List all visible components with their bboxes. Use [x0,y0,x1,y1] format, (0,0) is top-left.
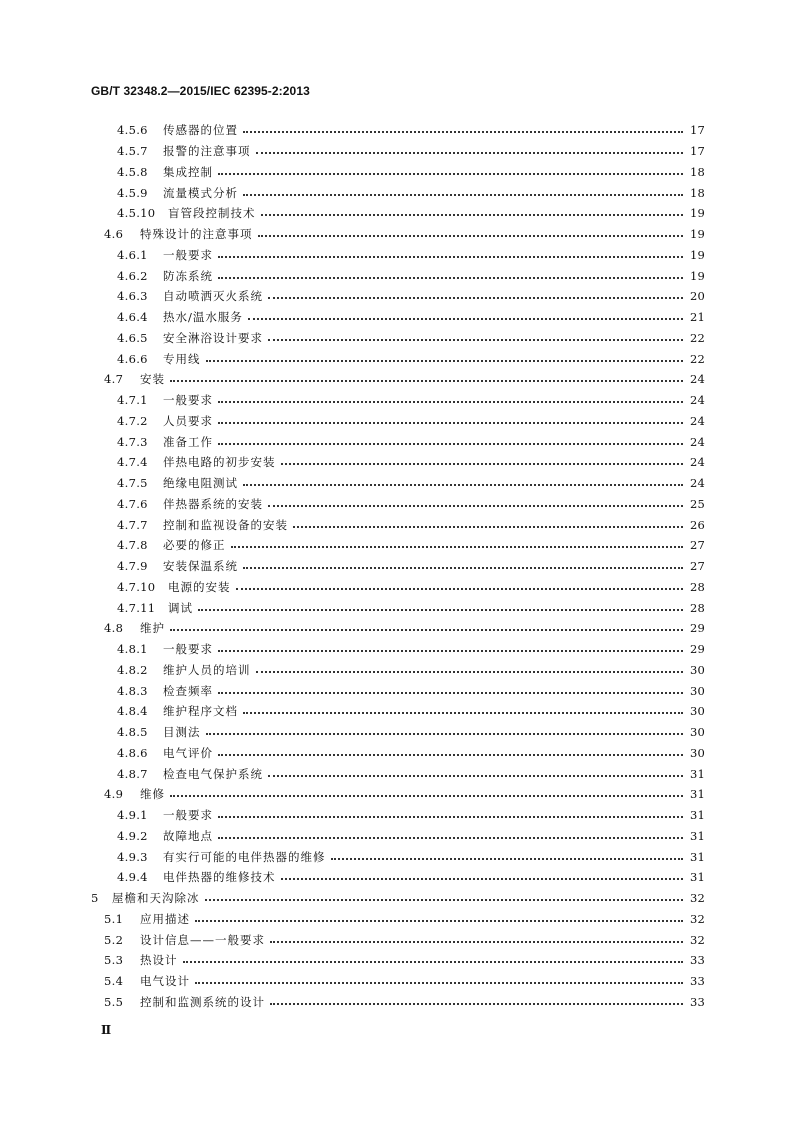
toc-entry-number: 4.9 [104,787,124,802]
toc-entry-title: 报警的注意事项 [163,144,251,159]
toc-entry-title: 一般要求 [163,808,213,823]
toc-entry-title: 维护 [140,621,165,636]
toc-entry[interactable] [91,390,705,411]
dot-leader [205,899,684,901]
toc-entry-number: 4.7.10 [117,579,156,594]
toc-entry[interactable] [91,784,705,805]
toc-entry-number: 4.8.4 [117,704,148,719]
toc-entry[interactable] [91,929,705,950]
toc-entry[interactable] [91,514,705,535]
dot-leader [218,816,683,818]
dot-leader [231,546,684,548]
toc-entry-number: 4.9.2 [117,828,148,843]
dot-leader [268,505,683,507]
toc-entry-number: 4.7.7 [117,517,148,532]
dot-leader [248,318,683,320]
dot-leader [218,277,683,279]
dot-leader [218,173,683,175]
toc-entry-title: 安装 [140,372,165,387]
toc-entry-number: 4.7 [104,372,124,387]
toc-entry-number: 4.9.4 [117,870,148,885]
toc-entry-title: 人员要求 [163,413,213,428]
toc-entry-page: 32 [689,891,705,906]
dot-leader [170,629,683,631]
toc-entry-page: 18 [689,185,705,200]
toc-entry-number: 5.1 [104,911,124,926]
dot-leader [198,609,683,611]
toc-entry-title: 一般要求 [163,642,213,657]
toc-entry-number: 5.4 [104,974,124,989]
toc-entry[interactable] [91,369,705,390]
toc-entry-number: 4.8.7 [117,766,148,781]
toc-entry-title: 调试 [168,600,193,615]
dot-leader [243,484,683,486]
toc-entry[interactable] [91,265,705,286]
document-header: GB/T 32348.2—2015/IEC 62395-2:2013 [91,84,310,98]
toc-entry-page: 21 [689,310,705,325]
toc-entry-page: 33 [689,953,705,968]
toc-entry-page: 24 [689,434,705,449]
dot-leader [268,339,683,341]
toc-entry-number: 4.7.6 [117,496,148,511]
toc-entry-page: 30 [689,662,705,677]
toc-entry-title: 热水/温水服务 [163,310,243,325]
toc-entry[interactable] [91,494,705,515]
toc-entry-title: 热设计 [140,953,178,968]
toc-entry[interactable] [91,805,705,826]
toc-entry[interactable] [91,348,705,369]
toc-entry[interactable] [91,618,705,639]
toc-entry-page: 26 [689,517,705,532]
dot-leader [218,692,683,694]
dot-leader [268,297,683,299]
toc-entry-page: 28 [689,579,705,594]
toc-entry-number: 4.6.4 [117,310,148,325]
toc-entry-title: 一般要求 [163,247,213,262]
toc-entry-number: 4.6.1 [117,247,148,262]
toc-entry[interactable] [91,224,705,245]
toc-entry-number: 5.2 [104,932,124,947]
dot-leader [270,941,683,943]
toc-entry-page: 33 [689,974,705,989]
toc-entry-title: 电气设计 [140,974,190,989]
dot-leader [236,588,684,590]
toc-entry-page: 32 [689,911,705,926]
toc-entry-title: 电源的安装 [168,579,231,594]
toc-entry-page: 31 [689,849,705,864]
toc-entry-page: 19 [689,227,705,242]
toc-entry-page: 31 [689,828,705,843]
toc-entry-number: 4.8 [104,621,124,636]
toc-entry-page: 30 [689,725,705,740]
toc-entry-page: 17 [689,123,705,138]
toc-entry-page: 24 [689,372,705,387]
toc-entry-number: 4.7.3 [117,434,148,449]
toc-entry-title: 应用描述 [140,911,190,926]
dot-leader [243,567,683,569]
dot-leader [293,526,683,528]
toc-entry-title: 安装保温系统 [163,559,238,574]
toc-entry-title: 有实行可能的电伴热器的维修 [163,849,326,864]
toc-entry-title: 一般要求 [163,393,213,408]
toc-entry-title: 维修 [140,787,165,802]
toc-entry-title: 电气评价 [163,745,213,760]
toc-entry-number: 4.5.7 [117,144,148,159]
dot-leader [206,360,684,362]
dot-leader [218,754,683,756]
toc-entry-title: 防冻系统 [163,268,213,283]
toc-entry-page: 22 [689,351,705,366]
toc-entry-title: 绝缘电阻测试 [163,476,238,491]
toc-entry-number: 5.3 [104,953,124,968]
toc-entry-page: 24 [689,476,705,491]
toc-entry-title: 流量模式分析 [163,185,238,200]
dot-leader [218,837,683,839]
dot-leader [331,858,684,860]
toc-entry[interactable] [91,120,705,141]
toc-entry-number: 4.7.9 [117,559,148,574]
toc-entry-title: 维护人员的培训 [163,662,251,677]
toc-entry[interactable] [91,203,705,224]
toc-entry-number: 4.7.4 [117,455,148,470]
toc-entry-number: 4.5.8 [117,164,148,179]
dot-leader [268,775,683,777]
dot-leader [218,401,683,403]
toc-entry-page: 17 [689,144,705,159]
toc-entry-number: 4.9.1 [117,808,148,823]
toc-entry[interactable] [91,245,705,266]
toc-entry-page: 30 [689,745,705,760]
toc-entry-number: 4.8.6 [117,745,148,760]
dot-leader [243,194,683,196]
dot-leader [243,712,683,714]
dot-leader [258,235,684,237]
toc-entry[interactable] [91,162,705,183]
dot-leader [206,733,684,735]
dot-leader [218,650,683,652]
toc-entry-page: 29 [689,621,705,636]
toc-entry-number: 4.8.3 [117,683,148,698]
toc-entry-number: 4.7.5 [117,476,148,491]
toc-entry-page: 31 [689,808,705,823]
toc-entry-title: 电伴热器的维修技术 [163,870,276,885]
page-number: Ⅱ [101,1023,112,1037]
toc-entry-title: 检查频率 [163,683,213,698]
toc-entry-page: 19 [689,206,705,221]
toc-entry-title: 专用线 [163,351,201,366]
toc-entry[interactable] [91,182,705,203]
toc-entry-title: 目测法 [163,725,201,740]
toc-entry[interactable] [91,597,705,618]
toc-entry-page: 31 [689,870,705,885]
toc-entry[interactable] [91,577,705,598]
toc-entry[interactable] [91,535,705,556]
toc-entry[interactable] [91,909,705,930]
toc-entry-number: 4.6 [104,227,124,242]
toc-entry-page: 32 [689,932,705,947]
toc-entry-page: 24 [689,455,705,470]
dot-leader [218,422,683,424]
toc-entry-page: 19 [689,268,705,283]
toc-entry-number: 4.5.10 [117,206,156,221]
toc-entry[interactable] [91,992,705,1013]
toc-entry-page: 27 [689,538,705,553]
toc-entry-title: 伴热电路的初步安装 [163,455,276,470]
dot-leader [243,131,683,133]
dot-leader [256,152,684,154]
toc-entry[interactable] [91,141,705,162]
toc-entry-title: 集成控制 [163,164,213,179]
toc-entry[interactable] [91,701,705,722]
toc-entry-title: 控制和监视设备的安装 [163,517,288,532]
toc-entry[interactable] [91,452,705,473]
toc-entry-number: 4.7.1 [117,393,148,408]
toc-entry[interactable] [91,660,705,681]
toc-entry-title: 维护程序文档 [163,704,238,719]
dot-leader [218,443,683,445]
toc-entry-number: 4.7.8 [117,538,148,553]
toc-entry-title: 准备工作 [163,434,213,449]
toc-entry[interactable] [91,639,705,660]
toc-entry[interactable] [91,680,705,701]
toc-entry-title: 自动喷洒灭火系统 [163,289,263,304]
toc-entry[interactable] [91,950,705,971]
dot-leader [170,795,683,797]
toc-entry-page: 31 [689,787,705,802]
toc-entry-title: 伴热器系统的安装 [163,496,263,511]
toc-entry-page: 27 [689,559,705,574]
toc-entry-page: 20 [689,289,705,304]
toc-entry-number: 5.5 [104,994,124,1009]
toc-entry-number: 5 [91,891,99,906]
toc-entry-page: 30 [689,704,705,719]
dot-leader [195,982,683,984]
dot-leader [183,961,684,963]
toc-entry[interactable] [91,826,705,847]
toc-entry-page: 19 [689,247,705,262]
toc-entry-page: 24 [689,393,705,408]
toc-entry[interactable] [91,763,705,784]
toc-entry-title: 必要的修正 [163,538,226,553]
toc-entry-number: 4.6.6 [117,351,148,366]
toc-entry[interactable] [91,743,705,764]
toc-entry-title: 故障地点 [163,828,213,843]
toc-entry-title: 检查电气保护系统 [163,766,263,781]
toc-entry-page: 29 [689,642,705,657]
toc-entry-title: 屋檐和天沟除冰 [112,891,200,906]
toc-entry-number: 4.5.9 [117,185,148,200]
toc-entry-title: 特殊设计的注意事项 [140,227,253,242]
toc-entry-title: 安全淋浴设计要求 [163,330,263,345]
toc-entry-number: 4.6.5 [117,330,148,345]
toc-entry-page: 22 [689,330,705,345]
toc-entry-number: 4.7.11 [117,600,156,615]
table-of-contents [91,120,705,1012]
dot-leader [170,380,683,382]
toc-entry-page: 33 [689,994,705,1009]
toc-entry[interactable] [91,473,705,494]
toc-entry[interactable] [91,722,705,743]
toc-entry-page: 25 [689,496,705,511]
toc-entry-page: 18 [689,164,705,179]
toc-entry-page: 30 [689,683,705,698]
toc-entry-title: 盲管段控制技术 [168,206,256,221]
toc-entry-number: 4.9.3 [117,849,148,864]
toc-entry[interactable] [91,328,705,349]
toc-entry[interactable] [91,307,705,328]
dot-leader [256,671,684,673]
toc-entry-number: 4.6.2 [117,268,148,283]
dot-leader [281,463,684,465]
toc-entry-number: 4.8.1 [117,642,148,657]
toc-entry-number: 4.8.2 [117,662,148,677]
toc-entry[interactable] [91,867,705,888]
toc-entry-page: 28 [689,600,705,615]
toc-entry-number: 4.8.5 [117,725,148,740]
toc-entry-title: 设计信息——一般要求 [140,932,265,947]
dot-leader [281,878,684,880]
toc-entry[interactable] [91,411,705,432]
toc-entry[interactable] [91,888,705,909]
toc-entry-title: 传感器的位置 [163,123,238,138]
toc-entry-number: 4.7.2 [117,413,148,428]
toc-entry-number: 4.6.3 [117,289,148,304]
toc-entry[interactable] [91,846,705,867]
toc-entry[interactable] [91,556,705,577]
toc-entry[interactable] [91,431,705,452]
dot-leader [218,256,683,258]
dot-leader [261,214,684,216]
toc-entry-number: 4.5.6 [117,123,148,138]
toc-entry-page: 24 [689,413,705,428]
dot-leader [270,1003,683,1005]
toc-entry-page: 31 [689,766,705,781]
toc-entry[interactable] [91,286,705,307]
toc-entry[interactable] [91,971,705,992]
dot-leader [195,920,683,922]
toc-entry-title: 控制和监测系统的设计 [140,994,265,1009]
